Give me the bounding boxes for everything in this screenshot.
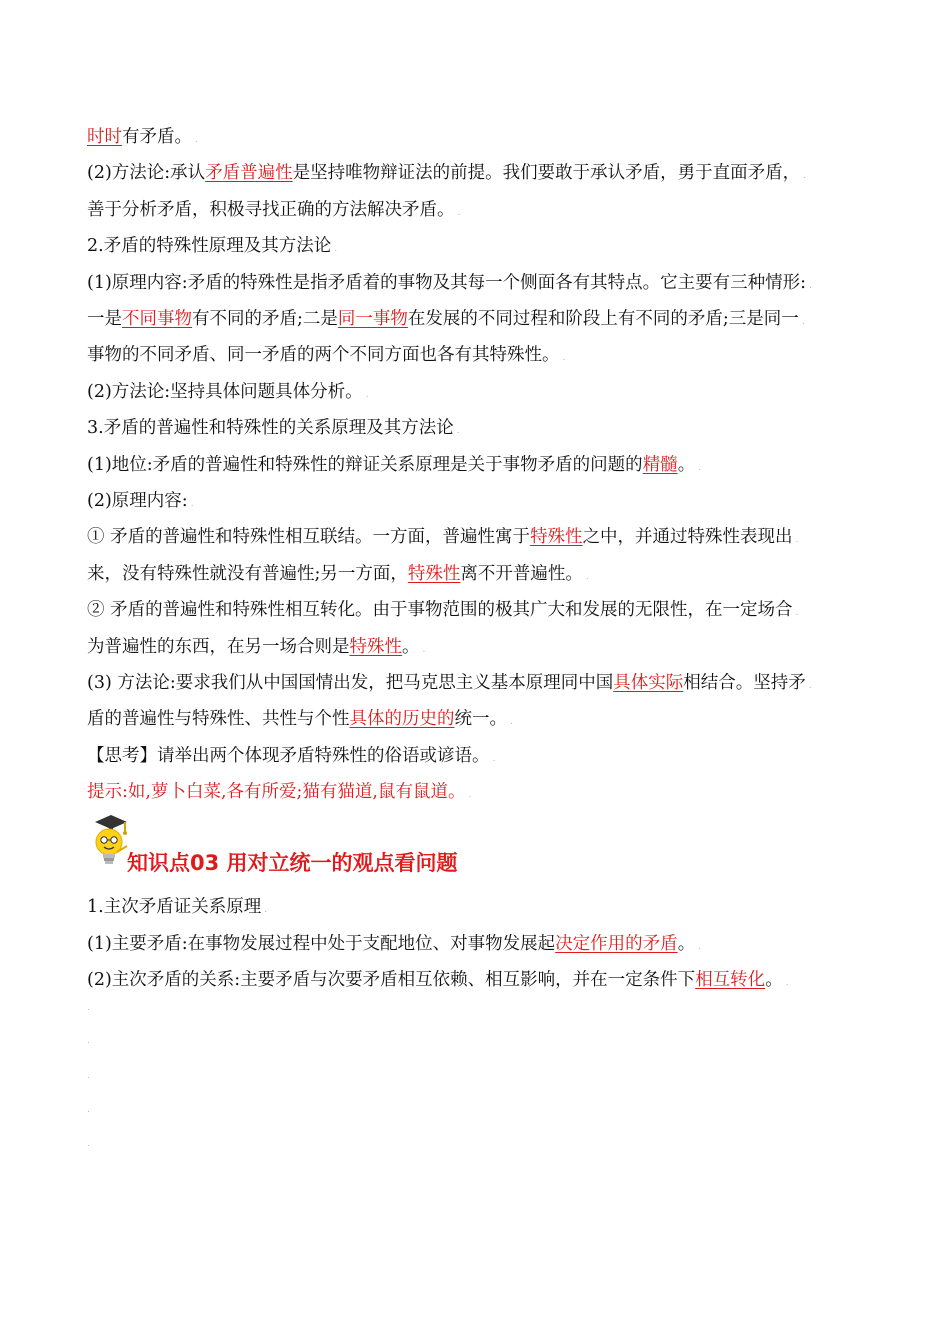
key-term: 特殊性: [407, 563, 461, 584]
text-segment: 2.矛盾的特殊性原理及其方法论: [87, 236, 332, 257]
text-line: [87, 672, 867, 697]
paragraph-mark: .: [87, 1139, 90, 1149]
paragraph-mark: .: [365, 389, 369, 400]
text-line: [87, 708, 867, 733]
text-line: [87, 344, 867, 369]
paragraph-mark: .: [190, 499, 194, 509]
key-term: 相互转化: [695, 970, 766, 990]
key-term: 特殊性: [349, 636, 402, 657]
text-segment: ① 矛盾的普遍性和特殊性相互联结。一方面，普遍性寓于: [87, 527, 531, 548]
text-line: [87, 308, 867, 333]
text-segment: 有不同的矛盾;二是: [192, 309, 338, 329]
text-segment: 一是: [87, 309, 122, 329]
text-line: [87, 563, 867, 588]
paragraph-mark: .: [264, 905, 268, 915]
text-line: [87, 199, 867, 224]
text-segment: 。: [677, 454, 696, 475]
key-term: 精髓: [642, 454, 678, 475]
paragraph-mark: .: [803, 171, 807, 182]
text-segment: 是坚持唯物辩证法的前提。我们要敢于承认矛盾，勇于直面矛盾，: [292, 163, 801, 184]
paragraph-mark: .: [87, 1003, 90, 1013]
paragraph-mark: .: [468, 790, 472, 801]
paragraph-mark: .: [809, 280, 812, 291]
key-term: 具体实际: [613, 673, 684, 693]
paragraph-mark: .: [795, 535, 799, 546]
key-term: 不同事物: [122, 309, 192, 329]
text-segment: 离不开普遍性。: [460, 563, 583, 584]
text-segment: 有矛盾。: [122, 127, 192, 147]
text-line: [87, 636, 867, 661]
paragraph-mark: .: [422, 644, 426, 655]
text-segment: 提示:如,萝卜白菜,各有所爱;猫有猫道,鼠有鼠道。: [87, 782, 466, 803]
text-segment: 。: [402, 636, 420, 657]
section-heading-title: 知识点03 用对立统一的观点看问题: [127, 851, 458, 875]
text-segment: 在发展的不同过程和阶段上有不同的矛盾;三是同一: [407, 309, 799, 329]
paragraph-mark: .: [801, 317, 805, 327]
paragraph-mark: .: [698, 462, 702, 473]
text-line: [87, 896, 867, 921]
text-segment: 善于分析矛盾，积极寻找正确的方法解决矛盾。: [87, 199, 455, 220]
text-line: [87, 933, 867, 958]
text-segment: (1)地位:矛盾的普遍性和特殊性的辩证关系原理是关于事物矛盾的问题的: [87, 454, 643, 475]
text-segment: 统一。: [454, 709, 507, 730]
paragraph-mark: .: [87, 1036, 90, 1046]
text-segment: 盾的普遍性与特殊性、共性与个性: [87, 709, 350, 730]
paragraph-mark: .: [87, 1071, 90, 1081]
paragraph-mark: .: [510, 717, 513, 728]
key-term: 同一事物: [337, 309, 408, 329]
text-line: [87, 272, 867, 297]
text-segment: ② 矛盾的普遍性和特殊性相互转化。由于事物范围的极其广大和发展的无限性，在一定场合: [87, 600, 793, 621]
text-line: [87, 526, 867, 551]
text-segment: (2)主次矛盾的关系:主要矛盾与次要矛盾相互依赖、相互影响，并在一定条件下: [87, 970, 696, 990]
text-segment: 【思考】请举出两个体现矛盾特殊性的俗语或谚语。: [87, 745, 490, 766]
text-segment: 为普遍性的东西，在另一场合则是: [87, 636, 350, 657]
paragraph-mark: .: [457, 207, 461, 218]
text-segment: (1)原理内容:矛盾的特殊性是指矛盾着的事物及其每一个侧面各有其特点。它主要有三种情形:: [87, 272, 807, 293]
text-line: [87, 969, 867, 994]
text-line: [87, 417, 867, 442]
text-segment: 。: [765, 970, 783, 990]
paragraph-mark: .: [808, 681, 812, 691]
paragraph-mark: .: [334, 244, 338, 255]
text-segment: 之中，并通过特殊性表现出: [582, 527, 793, 548]
key-term: 具体的历史的: [349, 709, 455, 730]
text-segment: 3.矛盾的普遍性和特殊性的关系原理及其方法论: [87, 418, 454, 439]
paragraph-mark: .: [698, 941, 702, 952]
text-segment: (2)方法论:承认: [87, 163, 206, 184]
paragraph-mark: .: [585, 571, 589, 582]
key-term: 决定作用的矛盾: [555, 933, 678, 954]
paragraph-mark: .: [795, 608, 799, 619]
text-line: [87, 454, 867, 479]
paragraph-mark: .: [87, 1105, 90, 1115]
text-line: [87, 235, 867, 260]
paragraph-mark: .: [562, 353, 566, 364]
paragraph-mark: .: [785, 978, 789, 988]
text-line: [87, 381, 867, 406]
paragraph-mark: .: [492, 753, 496, 764]
key-term: 时时: [87, 127, 122, 147]
text-line: [87, 599, 867, 624]
key-term: 矛盾普遍性: [205, 163, 293, 184]
text-segment: (2)原理内容:: [87, 491, 188, 511]
text-line: [87, 781, 867, 806]
paragraph-mark: .: [195, 135, 198, 145]
text-segment: 1.主次矛盾证关系原理: [87, 897, 262, 917]
text-segment: 事物的不同矛盾、同一矛盾的两个不同方面也各有其特殊性。: [87, 345, 560, 366]
paragraph-mark: .: [456, 426, 460, 437]
text-line: [87, 162, 867, 187]
text-segment: 。: [677, 933, 696, 954]
section-heading: [87, 812, 787, 874]
text-line: [87, 126, 867, 151]
text-segment: 来，没有特殊性就没有普遍性;另一方面，: [87, 563, 408, 584]
text-segment: 相结合。坚持矛: [683, 673, 806, 693]
scholar-bulb-icon: [87, 812, 131, 872]
text-segment: (2)方法论:坚持具体问题具体分析。: [87, 381, 363, 402]
text-line: [87, 745, 867, 770]
key-term: 特殊性: [530, 527, 583, 548]
text-segment: (1)主要矛盾:在事物发展过程中处于支配地位、对事物发展起: [87, 933, 556, 954]
text-segment: (3) 方法论:要求我们从中国国情出发，把马克思主义基本原理同中国: [87, 673, 614, 693]
text-line: [87, 490, 867, 515]
